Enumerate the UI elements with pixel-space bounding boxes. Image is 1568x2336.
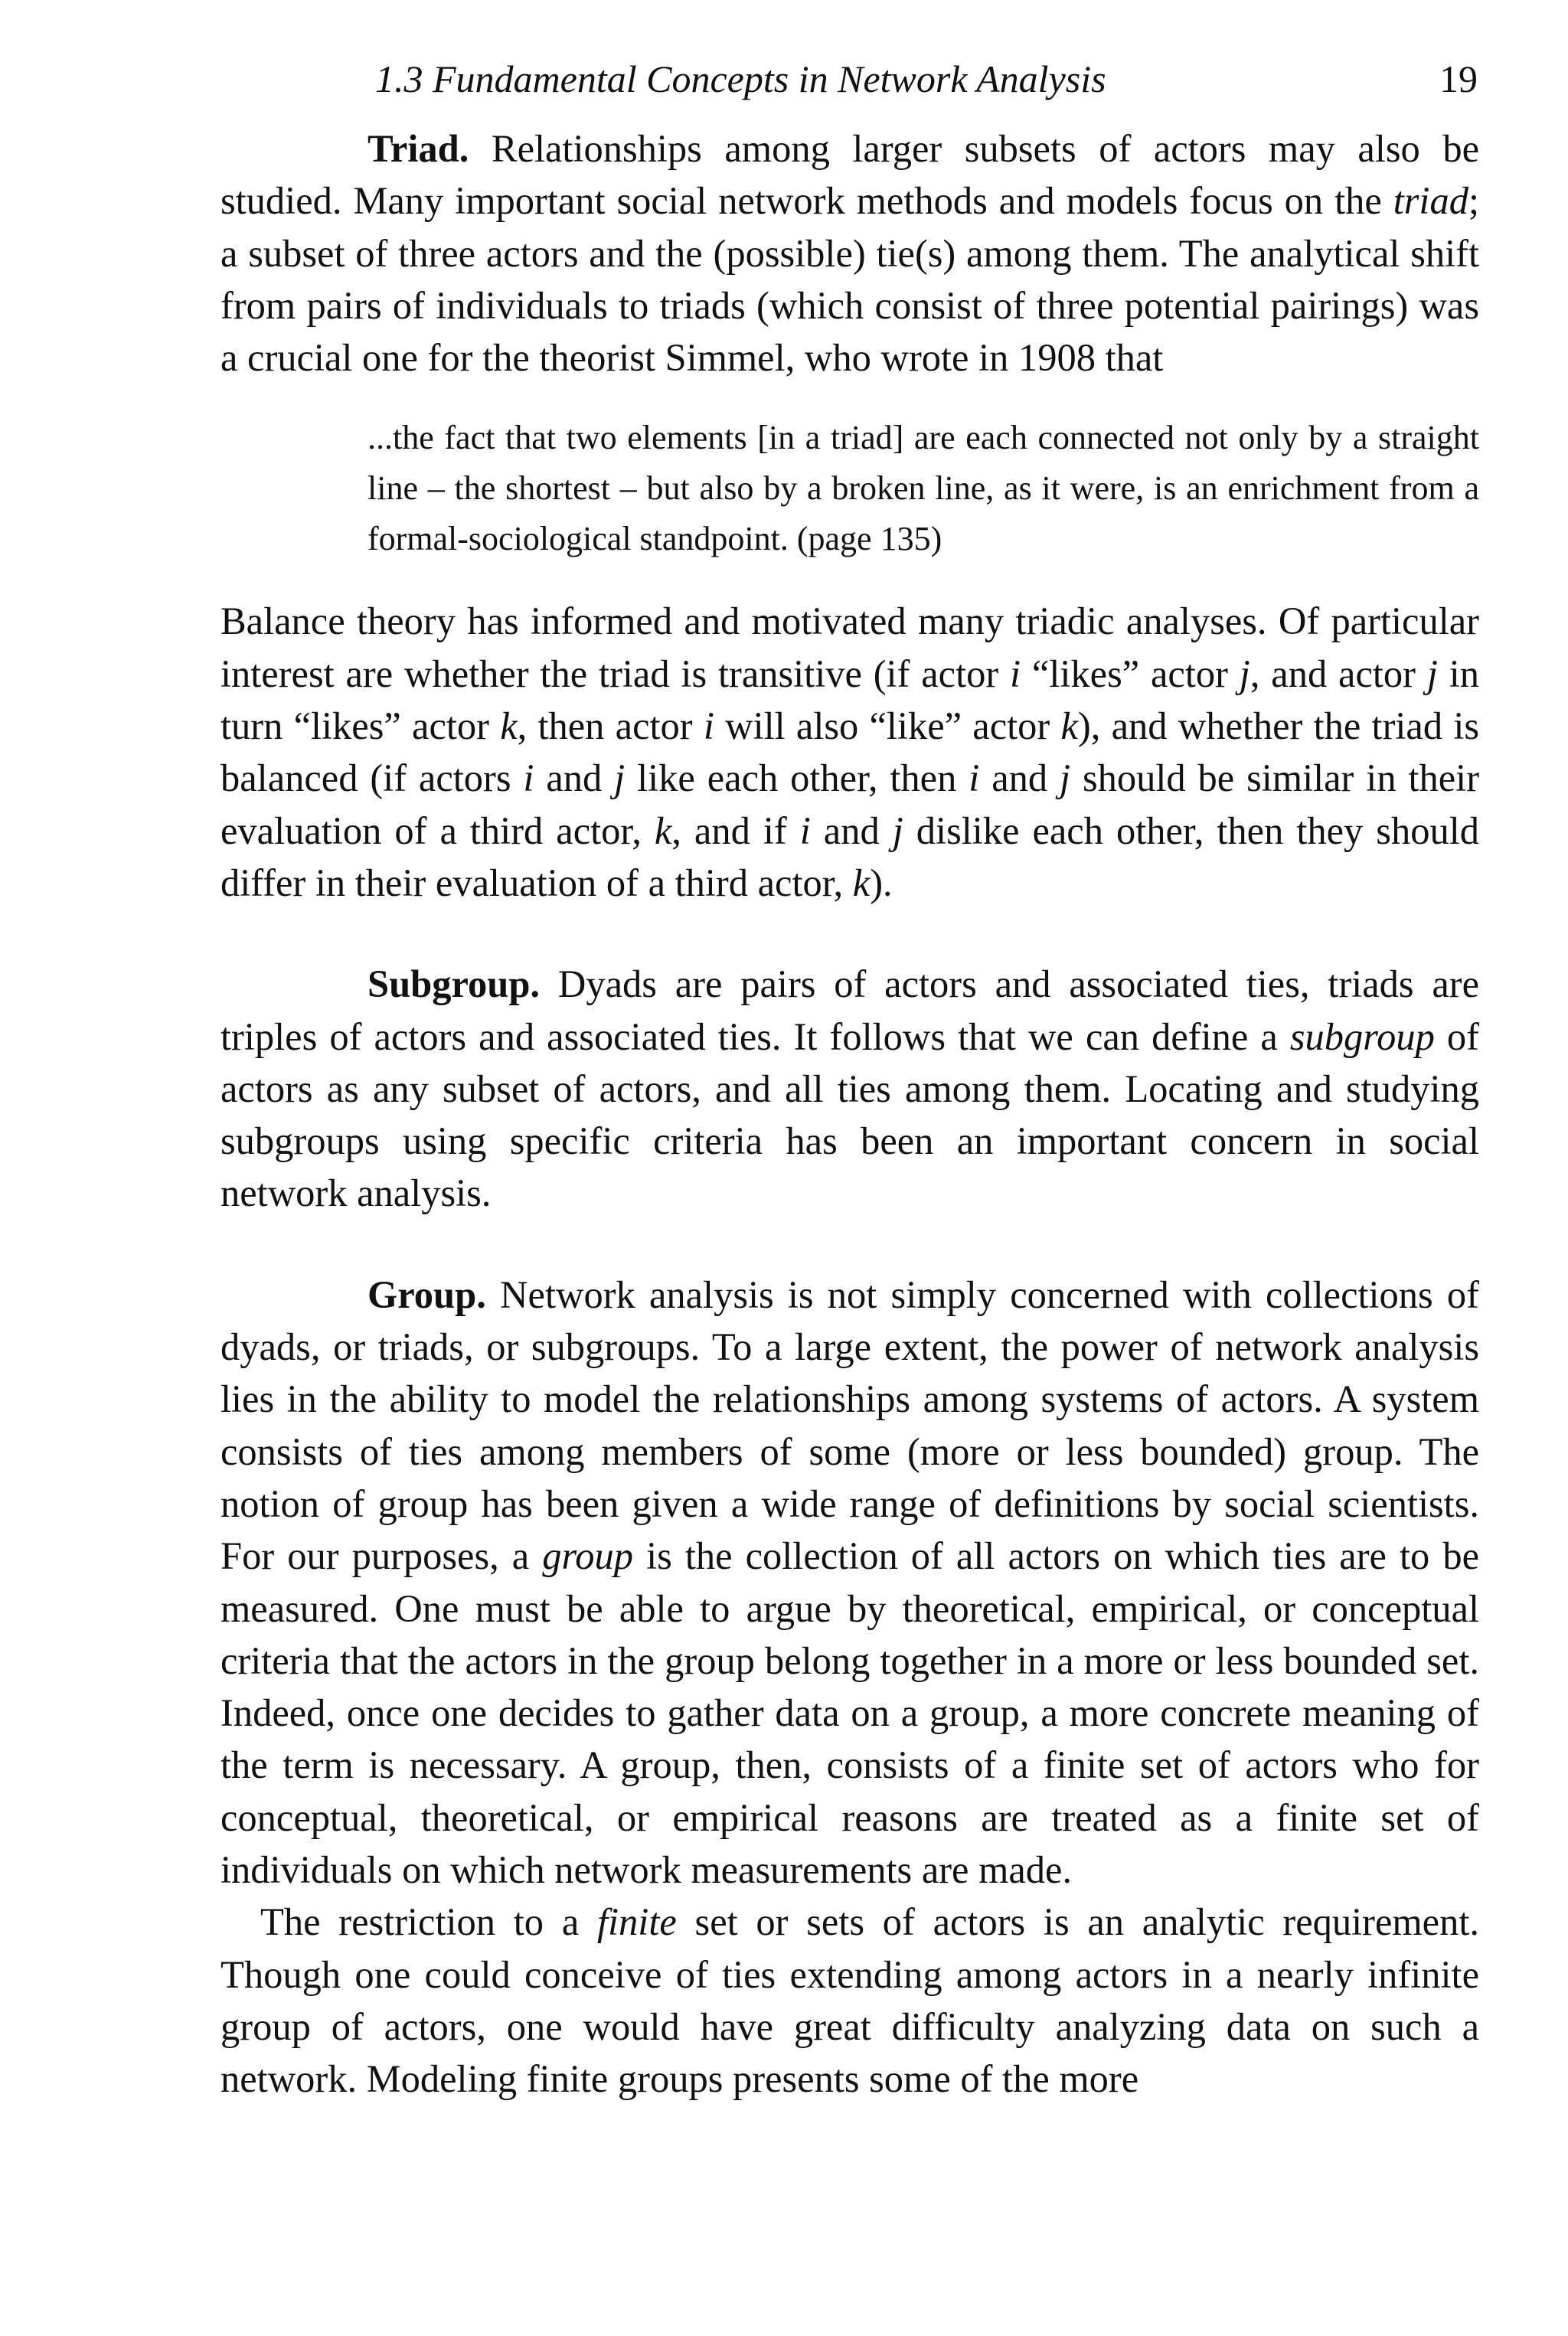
triad-heading: Triad. bbox=[368, 127, 469, 170]
page-number: 19 bbox=[1439, 57, 1478, 100]
group-heading: Group. bbox=[368, 1273, 486, 1316]
subgroup-heading: Subgroup. bbox=[368, 962, 541, 1006]
section-gap bbox=[220, 909, 1479, 958]
section-gap bbox=[220, 1220, 1479, 1269]
running-title: 1.3 Fundamental Concepts in Network Analysis bbox=[375, 57, 1106, 100]
simmel-quote: ...the fact that two elements [in a triad] are each connected not only by a straight line – the shortest – but also by a broken line, as it were, is an enrichment from a formal-sociological standpoint. (page 135) bbox=[368, 419, 1479, 558]
term-subgroup: subgroup bbox=[1289, 1014, 1435, 1058]
balance-theory-paragraph: Balance theory has informed and motivated many triadic analyses. Of particular interest are whether the triad is transitive (if actor i “likes” actor j, and actor j in turn “likes” actor k, then actor i will also “like” actor k), and whether the triad is balanced (if actors i and j like each other, then i and j should be similar in their evaluation of a third actor, k, and if i and j dislike each other, then they should differ in their evaluation of a third actor, k). bbox=[220, 600, 1480, 904]
finite-paragraph: The restriction to a finite set or sets of actors is an analytic requirement. Though one could conceive of ties extending among actors in a nearly infinite group of actors, one would have great difficulty analyzing data on such a network. Modeling finite groups presents some of the more bbox=[220, 1900, 1479, 2101]
triad-paragraph: Triad. Relationships among larger subsets of actors may also be studied. Many important social network methods and models focus on the triad; a subset of three actors and the (possible) tie(s) among them. The analytical shift from pairs of individuals to triads (which consist of three potential pairings) was a crucial one for the theorist Simmel, who wrote in 1908 that bbox=[220, 127, 1479, 380]
page-body bbox=[220, 123, 1479, 2106]
running-header bbox=[375, 52, 1478, 106]
subgroup-paragraph: Subgroup. Dyads are pairs of actors and associated ties, triads are triples of actors and associated ties. It follows that we can define a subgroup of actors as any subset of actors, and all ties among them. Locating and studying subgroups using specific criteria has been an important concern in social network analysis. bbox=[220, 962, 1480, 1215]
term-group: group bbox=[542, 1534, 634, 1578]
term-finite: finite bbox=[597, 1900, 677, 1944]
group-paragraph: Group. Network analysis is not simply concerned with collections of dyads, or triads, or subgroups. To a large extent, the power of network analysis lies in the ability to model the relationships among systems of actors. A system consists of ties among members of some (more or less bounded) group. The notion of group has been given a wide range of definitions by social scientists. For our purposes, a group is the collection of all actors on which ties are to be measured. One must be able to argue by theoretical, empirical, or conceptual criteria that the actors in the group belong together in a more or less bounded set. Indeed, once one decides to gather data on a group, a more concrete meaning of the term is necessary. A group, then, consists of a finite set of actors who for conceptual, theoretical, or empirical reasons are treated as a finite set of individuals on which network measurements are made. bbox=[220, 1273, 1480, 1892]
term-triad: triad bbox=[1393, 179, 1468, 223]
